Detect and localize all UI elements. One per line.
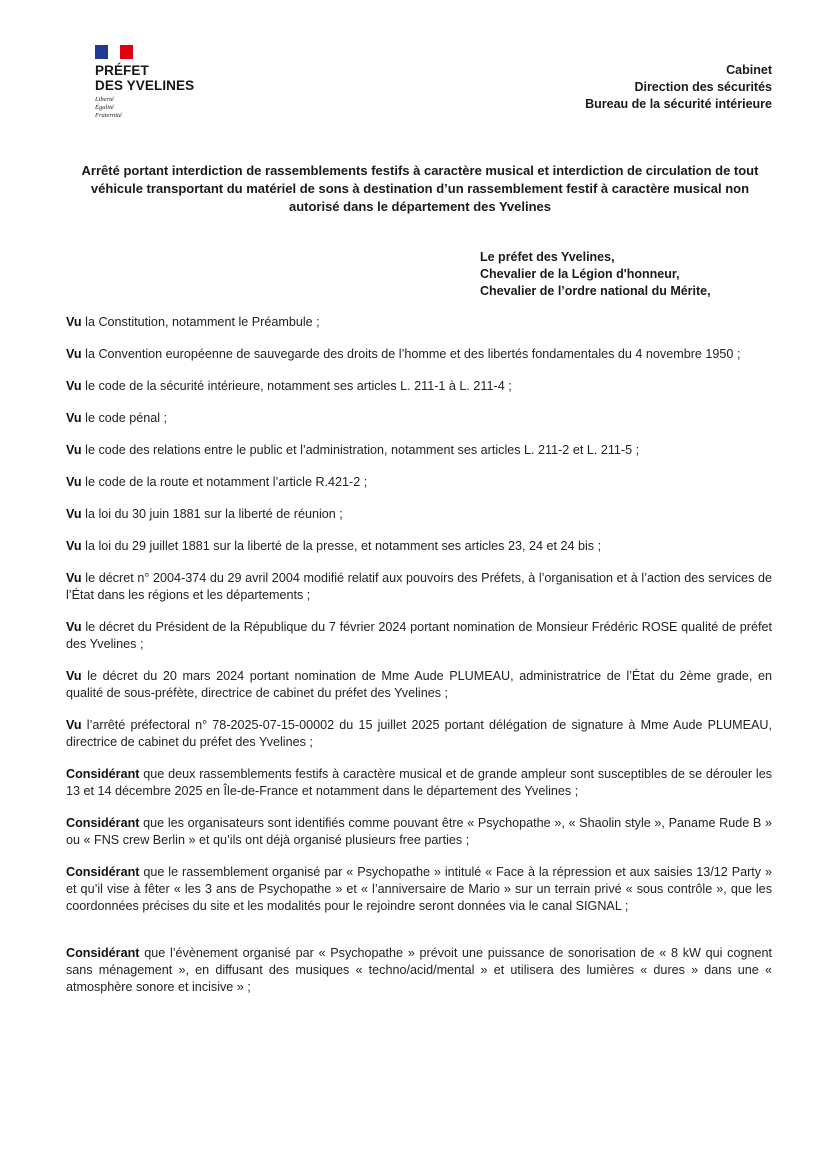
prefecture-logo <box>95 45 194 120</box>
paragraph-vu-decret-2004: Vu le décret n° 2004-374 du 29 avril 2004 modifié relatif aux pouvoirs des Préfets, à l’organisation et à l’action des services de l’État dans les régions et les départements ; <box>66 571 772 602</box>
service-bureau: Bureau de la sécurité intérieure <box>585 97 772 111</box>
service-cabinet: Cabinet <box>726 63 772 77</box>
paragraph-considerant-organisateurs: Considérant que les organisateurs sont identifiés comme pouvant être « Psychopathe », « Shaolin style », Paname Rude B » ou « FNS crew Berlin » et qu’ils ont déjà organisé plusieurs free parties ; <box>66 816 772 847</box>
paragraph-considerant-sonorisation: Considérant que l’évènement organisé par « Psychopathe » prévoit une puissance de sonorisation de « 8 kW qui cognent sans ménagement », en diffusant des musiques « techno/acid/mental » et utilisera des lumières « dures » dans une « atmosphère sonore et incisive » ; <box>66 946 772 994</box>
paragraph-considerant-rassemblements: Considérant que deux rassemblements festifs à caractère musical et de grande ampleur sont susceptibles de se dérouler les 13 et 14 décembre 2025 en Île-de-France et notamment dans le département des Yvelines ; <box>66 767 772 798</box>
logo-title-line: DES YVELINES <box>95 78 195 93</box>
paragraph-vu-decret-prefet: Vu le décret du Président de la République du 7 février 2024 portant nomination de Monsieur Frédéric ROSE qualité de préfet des Yvelines ; <box>66 620 772 651</box>
paragraph-vu-csi: Vu le code de la sécurité intérieure, notamment ses articles L. 211-1 à L. 211-4 ; <box>66 379 512 393</box>
french-flag-icon <box>95 45 133 59</box>
document-title: Arrêté portant interdiction de rassemblements festifs à caractère musical et interdiction de circulation de tout véhicule transportant du matériel de sons à destination d’un rassemblement festif à caractère musical non autorisé dans le département des Yvelines <box>81 163 759 214</box>
paragraph-vu-code-route: Vu le code de la route et notamment l’article R.421-2 ; <box>66 475 368 489</box>
signatory-block <box>480 249 711 300</box>
paragraph-vu-convention: Vu la Convention européenne de sauvegarde des droits de l’homme et des libertés fondamentales du 4 novembre 1950 ; <box>66 347 741 361</box>
signatory-line: Chevalier de la Légion d'honneur, <box>480 267 680 281</box>
paragraph-vu-crpa: Vu le code des relations entre le public et l’administration, notamment ses articles L. 211-2 et L. 211-5 ; <box>66 443 640 457</box>
motto-liberte: Liberté <box>95 96 114 103</box>
paragraph-vu-loi-presse: Vu la loi du 29 juillet 1881 sur la liberté de la presse, et notamment ses articles 23, 24 et 24 bis ; <box>66 539 602 553</box>
paragraph-vu-arrete-delegation: Vu l’arrêté préfectoral n° 78-2025-07-15-00002 du 15 juillet 2025 portant délégation de signature à Mme Aude PLUMEAU, directrice de cabinet du préfet des Yvelines ; <box>66 718 772 749</box>
paragraph-vu-loi-reunion: Vu la loi du 30 juin 1881 sur la liberté de réunion ; <box>66 507 343 521</box>
paragraph-considerant-psychopathe-party: Considérant que le rassemblement organisé par « Psychopathe » intitulé « Face à la répression et aux saisies 13/12 Party » et qu’il vise à fêter « les 3 ans de Psychopathe » et « l’anniversaire de Mario » sur un terrain privé « sous contrôle », que les coordonnées précises du site et les modalités pour le rejoindre seront données via le canal SIGNAL ; <box>66 865 772 913</box>
paragraph-vu-constitution: Vu la Constitution, notamment le Préambule ; <box>66 315 320 329</box>
issuing-service <box>585 62 772 113</box>
logo-title-line: PRÉFET <box>95 63 149 78</box>
paragraph-vu-code-penal: Vu le code pénal ; <box>66 411 168 425</box>
document-body <box>66 314 772 1011</box>
signatory-line: Le préfet des Yvelines, <box>480 250 615 264</box>
motto-egalite: Égalité <box>95 104 114 111</box>
signatory-line: Chevalier de l’ordre national du Mérite, <box>480 284 711 298</box>
service-direction: Direction des sécurités <box>634 80 772 94</box>
paragraph-vu-decret-directrice: Vu le décret du 20 mars 2024 portant nomination de Mme Aude PLUMEAU, administratrice de l’État du 2ème grade, en qualité de sous-préfète, directrice de cabinet du préfet des Yvelines ; <box>66 669 772 700</box>
republic-motto <box>95 96 194 120</box>
motto-fraternite: Fraternité <box>95 112 122 119</box>
